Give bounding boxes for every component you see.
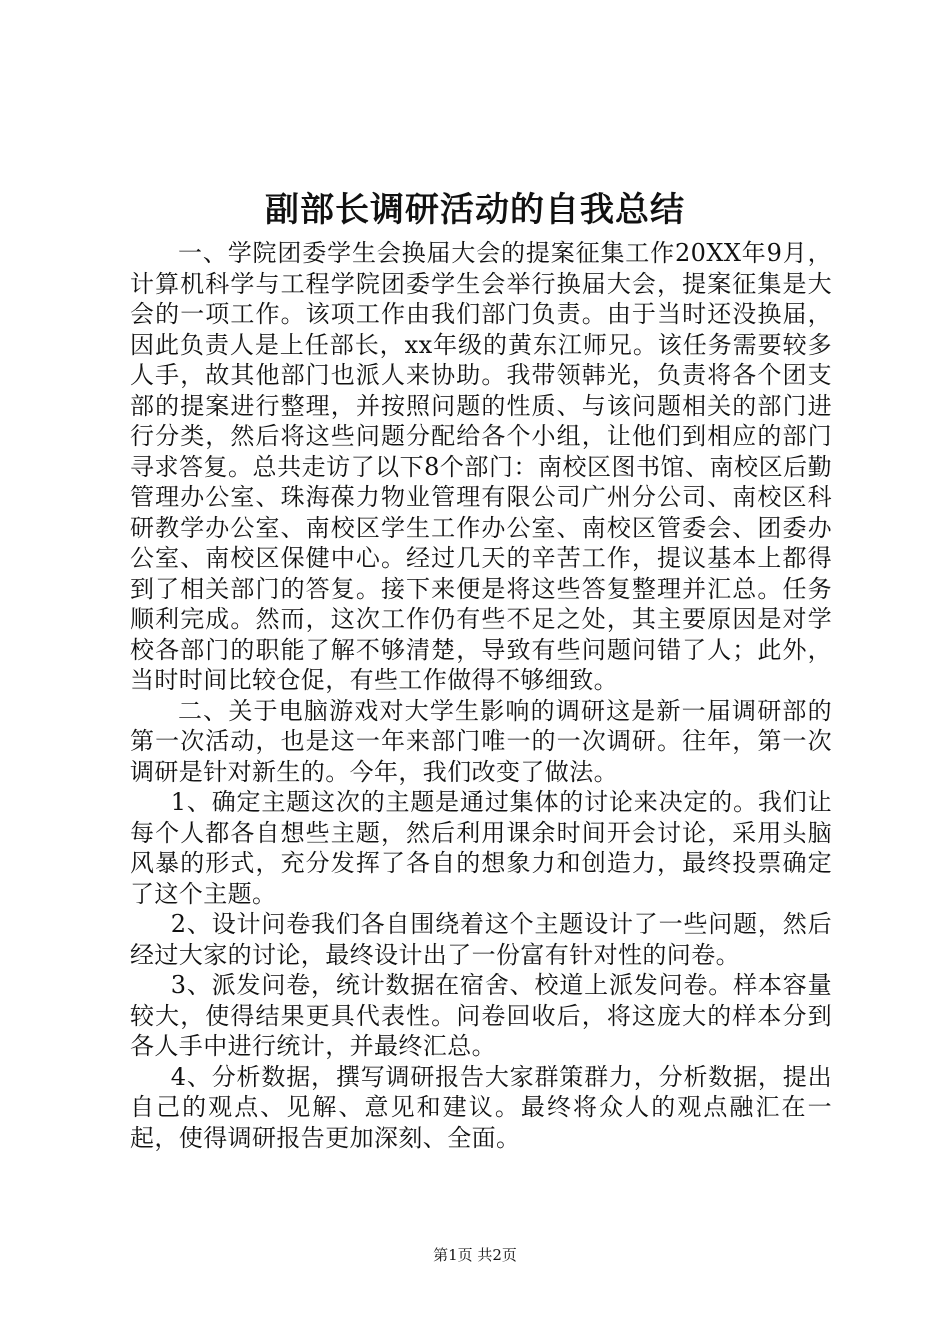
paragraph-5: 3、派发问卷，统计数据在宿舍、校道上派发问卷。样本容量较大，使得结果更具代表性。问卷回收后，将这庞大的样本分到各人手中进行统计，并最终汇总。 [130,971,832,1060]
paragraph-4: 2、设计问卷我们各自围绕着这个主题设计了一些问题，然后经过大家的讨论，最终设计出了一份富有针对性的问卷。 [130,910,832,969]
document-title: 副部长调研活动的自我总结 [265,190,685,230]
paragraph-2: 二、关于电脑游戏对大学生影响的调研这是新一届调研部的第一次活动，也是这一年来部门唯一的一次调研。往年，第一次调研是针对新生的。今年，我们改变了做法。 [130,696,832,786]
page-number: 第1页 共2页 [433,1246,517,1264]
paragraph-3: 1、确定主题这次的主题是通过集体的讨论来决定的。我们让每个人都各自想些主题，然后利用课余时间开会讨论，采用头脑风暴的形式，充分发挥了各自的想象力和创造力，最终投票确定了这个主题。 [130,788,832,908]
paragraph-6: 4、分析数据，撰写调研报告大家群策群力，分析数据，提出自己的观点、见解、意见和建议。最终将众人的观点融汇在一起，使得调研报告更加深刻、全面。 [130,1062,832,1152]
document-body [130,238,832,1153]
paragraph-1: 一、学院团委学生会换届大会的提案征集工作20XX年9月，计算机科学与工程学院团委学生会举行换届大会，提案征集是大会的一项工作。该项工作由我们部门负责。由于当时还没换届，因此负责人是上任部长，xx年级的黄东江师兄。该任务需要较多人手，故其他部门也派人来协助。我带领韩光，负责将各个团支部的提案进行整理，并按照问题的性质、与该问题相关的部门进行分类，然后将这些问题分配给各个小组，让他们到相应的部门寻求答复。总共走访了以下8个部门：南校区图书馆、南校区后勤管理办公室、珠海葆力物业管理有限公司广州分公司、南校区科研教学办公室、南校区学生工作办公室、南校区管委会、团委办公室、南校区保健中心。经过几天的辛苦工作，提议基本上都得到了相关部门的答复。接下来便是将这些答复整理并汇总。任务顺利完成。然而，这次工作仍有些不足之处，其主要原因是对学校各部门的职能了解不够清楚，导致有些问题问错了人；此外，当时时间比较仓促，有些工作做得不够细致。 [130,239,832,694]
